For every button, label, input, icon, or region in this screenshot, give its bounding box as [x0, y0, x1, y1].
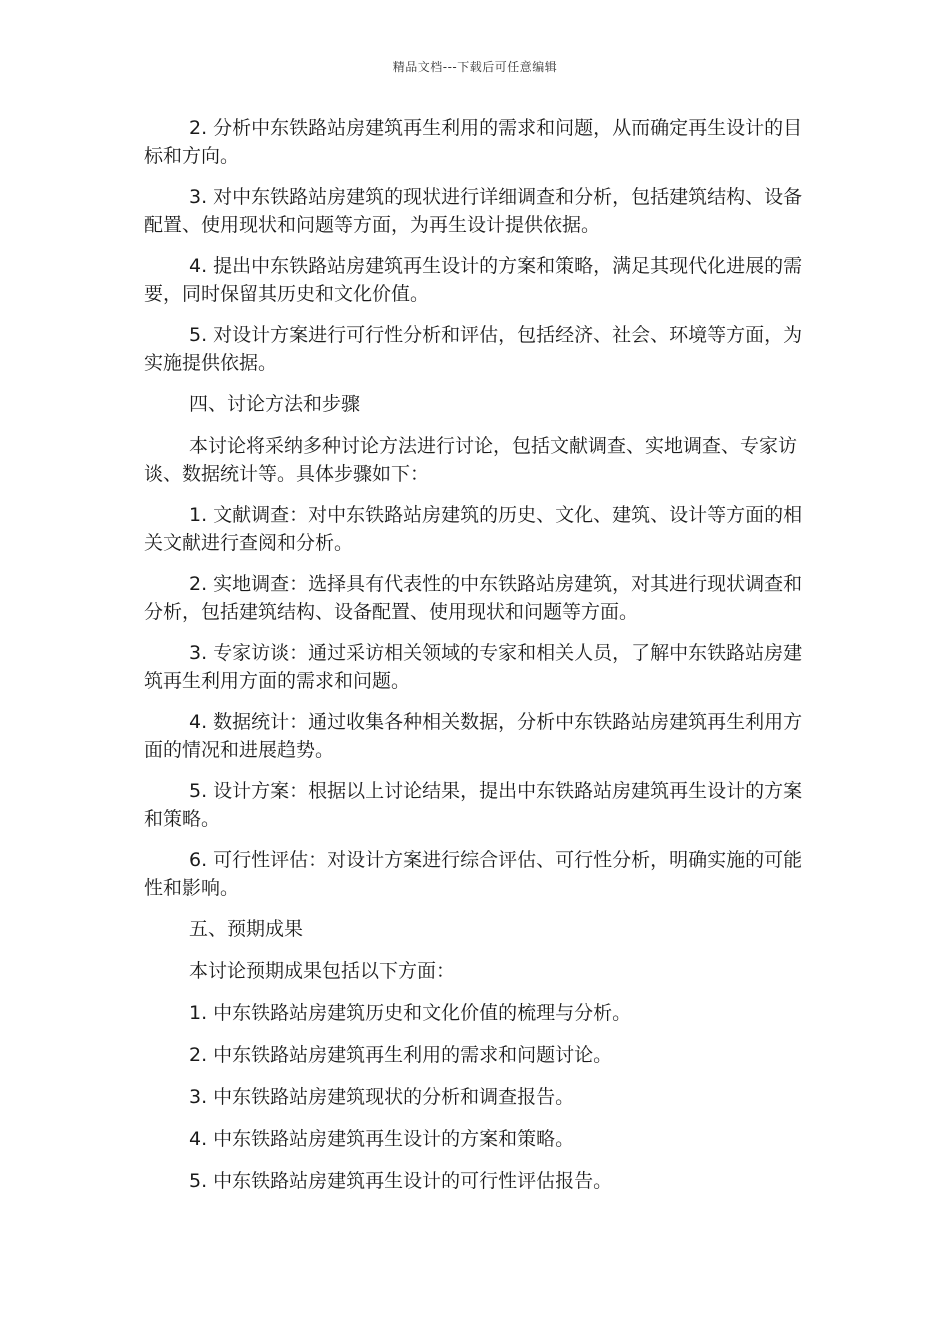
paragraph: 2. 实地调查：选择具有代表性的中东铁路站房建筑，对其进行现状调查和分析，包括建筑结构、设备配置、使用现状和问题等方面。: [144, 573, 803, 623]
page-header: 精品文档---下载后可任意编辑: [392, 60, 558, 74]
list-item: 2. 中东铁路站房建筑再生利用的需求和问题讨论。: [189, 1044, 613, 1066]
document-body: [144, 114, 810, 1209]
paragraph: 4. 提出中东铁路站房建筑再生设计的方案和策略，满足其现代化进展的需要，同时保留其历史和文化价值。: [144, 255, 803, 305]
paragraph: 3. 专家访谈：通过采访相关领域的专家和相关人员，了解中东铁路站房建筑再生利用方面的需求和问题。: [144, 642, 803, 692]
paragraph: 本讨论将采纳多种讨论方法进行讨论，包括文献调查、实地调查、专家访谈、数据统计等。具体步骤如下：: [144, 435, 798, 485]
paragraph: 4. 数据统计：通过收集各种相关数据，分析中东铁路站房建筑再生利用方面的情况和进展趋势。: [144, 711, 803, 761]
paragraph: 3. 对中东铁路站房建筑的现状进行详细调查和分析，包括建筑结构、设备配置、使用现状和问题等方面，为再生设计提供依据。: [144, 186, 803, 236]
paragraph: 本讨论预期成果包括以下方面：: [189, 960, 456, 982]
paragraph: 6. 可行性评估：对设计方案进行综合评估、可行性分析，明确实施的可能性和影响。: [144, 849, 803, 899]
paragraph: 5. 对设计方案进行可行性分析和评估，包括经济、社会、环境等方面，为实施提供依据。: [144, 324, 803, 374]
list-item: 3. 中东铁路站房建筑现状的分析和调查报告。: [189, 1086, 575, 1108]
section-heading: 五、预期成果: [189, 918, 304, 940]
list-item: 4. 中东铁路站房建筑再生设计的方案和策略。: [189, 1128, 575, 1150]
paragraph: 5. 设计方案：根据以上讨论结果，提出中东铁路站房建筑再生设计的方案和策略。: [144, 780, 803, 830]
paragraph: 1. 文献调查：对中东铁路站房建筑的历史、文化、建筑、设计等方面的相关文献进行查阅和分析。: [144, 504, 803, 554]
section-heading: 四、讨论方法和步骤: [189, 393, 361, 415]
paragraph: 2. 分析中东铁路站房建筑再生利用的需求和问题，从而确定再生设计的目标和方向。: [144, 117, 803, 167]
list-item: 5. 中东铁路站房建筑再生设计的可行性评估报告。: [189, 1170, 613, 1192]
list-item: 1. 中东铁路站房建筑历史和文化价值的梳理与分析。: [189, 1002, 632, 1024]
